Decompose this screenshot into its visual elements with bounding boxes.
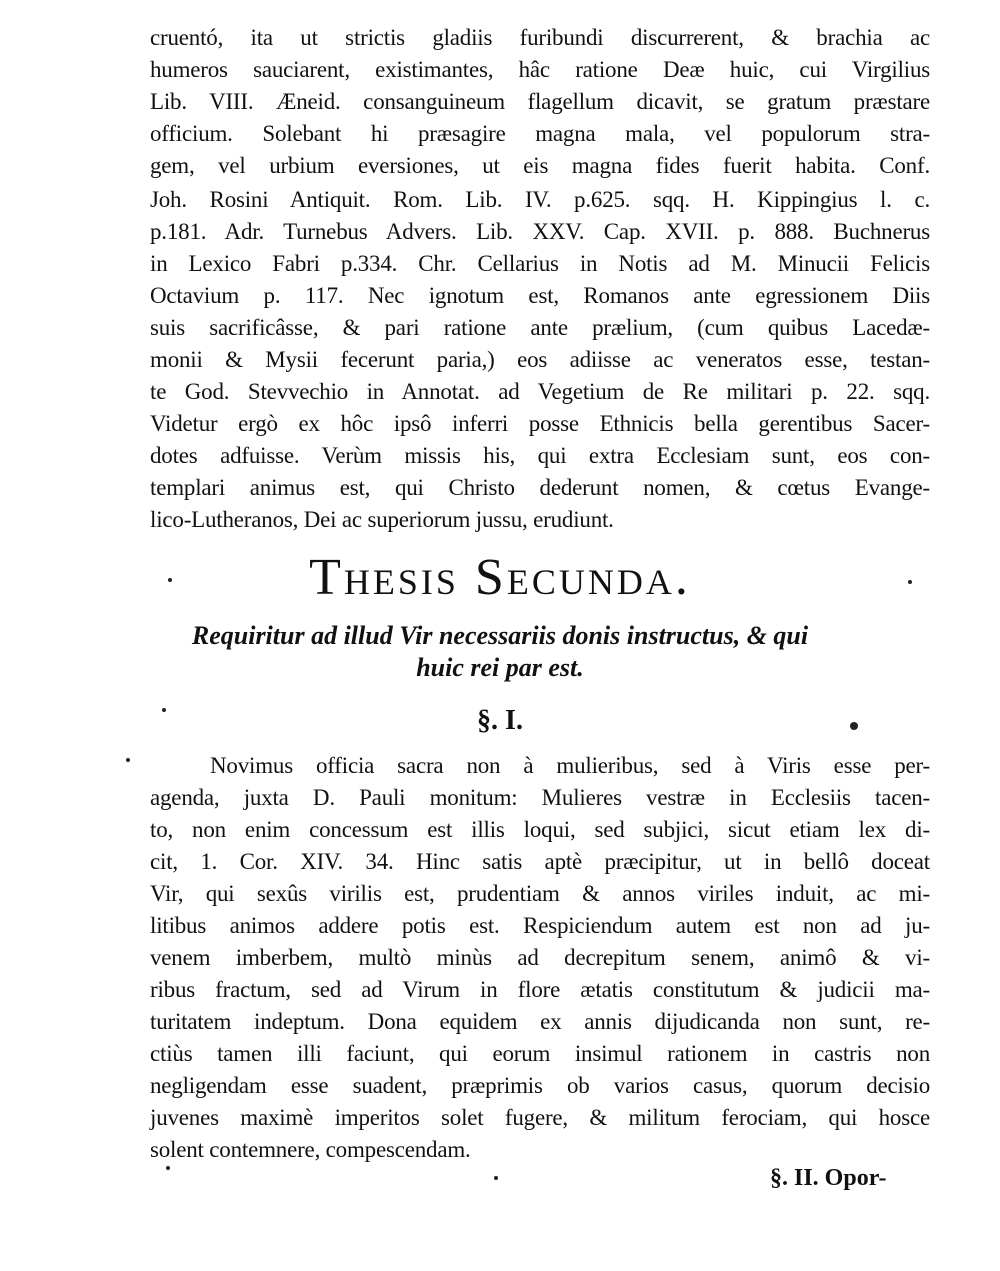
body-line: cit, 1. Cor. XIV. 34. Hinc satis aptè præcipitur, ut in bellô doceat [150,849,930,874]
text-line: Videtur ergò ex hôc ipsô inferri posse Ethnicis bella gerentibus Sacer- [150,411,930,436]
text-line: te God. Stevvechio in Annotat. ad Vegetium de Re militari p. 22. sqq. [150,379,930,404]
text-line: gem, vel urbium eversiones, ut eis magna fides fuerit habita. Conf. [150,153,930,178]
text-line: suis sacrificâsse, & pari ratione ante prælium, (cum quibus Lacedæ- [150,315,930,340]
body-line: ctiùs tamen illi faciunt, qui eorum insimul rationem in castris non [150,1041,930,1066]
text-line: lico-Lutheranos, Dei ac superiorum jussu, erudiunt. [150,507,614,532]
scan-speck [850,722,858,730]
text-line: in Lexico Fabri p.334. Chr. Cellarius in Notis ad M. Minucii Felicis [150,251,930,276]
thesis-subheading-line: huic rei par est. [416,653,584,682]
section-mark: §. I. [477,705,523,736]
text-line: officium. Solebant hi præsagire magna mala, vel populorum stra- [150,121,930,146]
scan-speck [162,708,166,712]
body-line: ribus fractum, sed ad Virum in flore ætatis constitutum & judicii ma- [150,977,930,1002]
body-line: solent contemnere, compescendam. [150,1137,471,1162]
body-line: litibus animos addere potis est. Respiciendum autem est non ad ju- [150,913,930,938]
body-line: juvenes maximè imperitos solet fugere, & militum ferociam, qui hosce [150,1105,930,1130]
body-line: venem imberbem, multò minùs ad decrepitum senem, animô & vi- [150,945,930,970]
text-line: cruentó, ita ut strictis gladiis furibundi discurrerent, & brachia ac [150,25,930,50]
scan-speck [494,1176,498,1180]
text-line: monii & Mysii fecerunt paria,) eos adiisse ac veneratos esse, testan- [150,347,930,372]
body-line: Novimus officia sacra non à mulieribus, sed à Viris esse per- [210,753,930,778]
text-line: dotes adfuisse. Verùm missis his, qui extra Ecclesiam sunt, eos con- [150,443,930,468]
thesis-subheading-line: Requiritur ad illud Vir necessariis donis instructus, & qui [191,621,809,650]
scan-speck [168,578,172,582]
catchword: §. II. Opor- [770,1165,887,1191]
thesis-heading: Thesis Secunda. [309,549,691,606]
scan-speck [126,758,130,762]
text-line: p.181. Adr. Turnebus Advers. Lib. XXV. Cap. XVII. p. 888. Buchnerus [150,219,930,244]
body-line: to, non enim concessum est illis loqui, sed subjici, sicut etiam lex di- [150,817,930,842]
body-line: turitatem indeptum. Dona equidem ex annis dijudicanda non sunt, re- [150,1009,930,1034]
scan-speck [908,580,912,584]
scan-speck [166,1166,170,1170]
text-line: templari animus est, qui Christo dederunt nomen, & cœtus Evange- [150,475,930,500]
body-line: negligendam esse suadent, præprimis ob varios casus, quorum decisio [150,1073,930,1098]
text-line: Joh. Rosini Antiquit. Rom. Lib. IV. p.625. sqq. H. Kippingius l. c. [150,187,930,212]
text-line: humeros sauciarent, existimantes, hâc ratione Deæ huic, cui Virgilius [150,57,930,82]
body-line: agenda, juxta D. Pauli monitum: Mulieres vestræ in Ecclesiis tacen- [150,785,930,810]
text-line: Octavium p. 117. Nec ignotum est, Romanos ante egressionem Diis [150,283,930,308]
body-line: Vir, qui sexûs virilis est, prudentiam & annos viriles induit, ac mi- [150,881,930,906]
text-line: Lib. VIII. Æneid. consanguineum flagellum dicavit, se gratum præstare [150,89,930,114]
